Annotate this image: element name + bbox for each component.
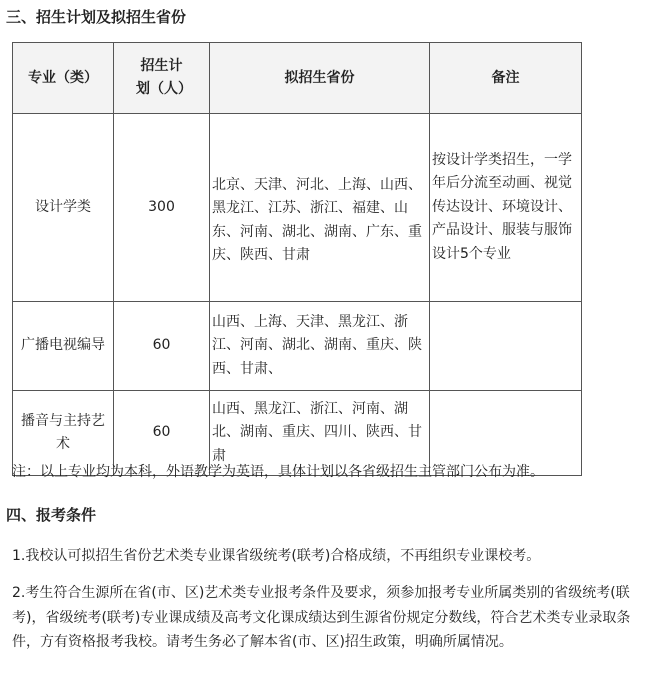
cell-major: 广播电视编导	[13, 302, 114, 391]
table-row	[13, 114, 582, 302]
cell-plan: 60	[114, 302, 210, 391]
section-4-heading: 四、报考条件	[6, 506, 97, 524]
cell-provinces: 北京、天津、河北、上海、山西、黑龙江、江苏、浙江、福建、山东、河南、湖北、湖南、广东、重庆、陕西、甘肃	[210, 114, 430, 302]
cell-major: 播音与主持艺术	[13, 391, 114, 476]
table-row	[13, 302, 582, 391]
cell-remark: 按设计学类招生，一学年后分流至动画、视觉传达设计、环境设计、产品设计、服装与服饰设计5个专业	[430, 114, 582, 302]
cell-major: 设计学类	[13, 114, 114, 302]
header-provinces: 拟招生省份	[210, 43, 430, 114]
cell-provinces: 山西、上海、天津、黑龙江、浙江、河南、湖北、湖南、重庆、陕西、甘肃、	[210, 302, 430, 391]
table-note: 注：以上专业均为本科，外语教学为英语，具体计划以各省级招生主管部门公布为准。	[12, 464, 544, 480]
cell-plan: 300	[114, 114, 210, 302]
header-plan: 招生计划（人）	[114, 43, 210, 114]
section-3-heading: 三、招生计划及拟招生省份	[6, 8, 187, 26]
header-remark: 备注	[430, 43, 582, 114]
cell-plan: 60	[114, 391, 210, 476]
enrollment-plan-table	[12, 42, 582, 476]
table-header-row	[13, 43, 582, 114]
cell-provinces: 山西、黑龙江、浙江、河南、湖北、湖南、重庆、四川、陕西、甘肃	[210, 391, 430, 476]
cell-remark	[430, 302, 582, 391]
header-major: 专业（类）	[13, 43, 114, 114]
requirement-paragraph-1: 1.我校认可拟招生省份艺术类专业课省级统考(联考)合格成绩，不再组织专业课校考。	[12, 548, 541, 564]
requirement-paragraph-2: 2.考生符合生源所在省(市、区)艺术类专业报考条件及要求，须参加报考专业所属类别的省级统考(联考)，省级统考(联考)专业课成绩及高考文化课成绩达到生源省份规定分数线，符合艺术类专业录取条件，方有资格报考我校。请考生务必了解本省(市、区)招生政策，明确所属情况。	[12, 585, 631, 650]
